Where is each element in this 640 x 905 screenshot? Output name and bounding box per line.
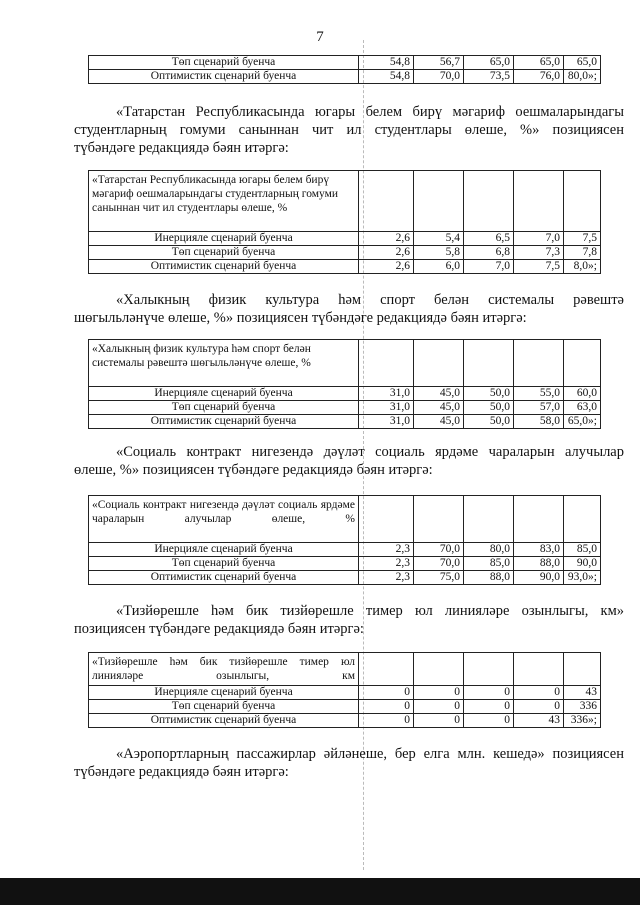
row-label: Инерцияле сценарий буенча (89, 387, 359, 401)
cell: 0 (414, 700, 464, 714)
table-row (89, 686, 601, 700)
table-header-row (89, 653, 601, 686)
table-row (89, 415, 601, 429)
cell: 31,0 (359, 415, 414, 429)
row-label: Оптимистик сценарий буенча (89, 70, 359, 84)
cell: 65,0»; (564, 415, 601, 429)
row-label: Төп сценарий буенча (89, 557, 359, 571)
table-sports (88, 339, 601, 429)
table-header-row (89, 340, 601, 387)
table-row (89, 571, 601, 585)
cell: 0 (414, 714, 464, 728)
row-label: Оптимистик сценарий буенча (89, 571, 359, 585)
cell: 65,0 (514, 56, 564, 70)
indicator-name: «Социаль контракт нигезендә дәүләт социаль ярдәме чараларын алучылар өлеше, % (89, 496, 359, 543)
cell: 7,3 (514, 246, 564, 260)
table-row (89, 714, 601, 728)
table-row (89, 70, 601, 84)
table-header-row (89, 171, 601, 232)
table-row (89, 557, 601, 571)
cell: 73,5 (464, 70, 514, 84)
cell: 65,0 (564, 56, 601, 70)
cell: 85,0 (564, 543, 601, 557)
paragraph-line: студентларның гомуми саныннан чит ил студентлары өлеше, %» позициясен (74, 122, 624, 138)
paragraph-foreign-students (74, 103, 624, 157)
cell: 0 (514, 686, 564, 700)
table-social-contract (88, 495, 601, 585)
cell: 88,0 (464, 571, 514, 585)
cell: 60,0 (564, 387, 601, 401)
cell: 55,0 (514, 387, 564, 401)
row-label: Оптимистик сценарий буенча (89, 415, 359, 429)
paragraph-line: позициясен түбәндәге редакциядә бәян итәргә: (74, 621, 364, 637)
table-railways (88, 652, 601, 728)
cell: 6,8 (464, 246, 514, 260)
table-row (89, 543, 601, 557)
cell: 58,0 (514, 415, 564, 429)
cell: 0 (359, 686, 414, 700)
cell: 2,6 (359, 246, 414, 260)
indicator-name: «Тизйөрешле һәм бик тизйөрешле тимер юл линияләре озынлыгы, км (89, 653, 359, 686)
cell: 54,8 (359, 70, 414, 84)
cell: 2,3 (359, 557, 414, 571)
cell: 63,0 (564, 401, 601, 415)
cell: 0 (464, 700, 514, 714)
cell: 2,6 (359, 260, 414, 274)
cell: 31,0 (359, 387, 414, 401)
cell: 56,7 (414, 56, 464, 70)
paragraph-line: өлеше, %» позициясен түбәндәге редакциядә бәян итәргә: (74, 462, 433, 478)
table-row (89, 700, 601, 714)
cell: 43 (514, 714, 564, 728)
cell: 5,8 (414, 246, 464, 260)
row-label: Оптимистик сценарий буенча (89, 714, 359, 728)
cell: 45,0 (414, 415, 464, 429)
cell: 0 (464, 686, 514, 700)
paragraph-railways (74, 602, 624, 638)
cell: 6,0 (414, 260, 464, 274)
cell: 336 (564, 700, 601, 714)
row-label: Инерцияле сценарий буенча (89, 543, 359, 557)
cell: 76,0 (514, 70, 564, 84)
paragraph-line: «Аэропортларның пассажирлар әйләнеше, бер елга млн. кешедә» позициясен (116, 746, 624, 762)
cell: 45,0 (414, 401, 464, 415)
cell: 54,8 (359, 56, 414, 70)
cell: 70,0 (414, 557, 464, 571)
paragraph-line: шөгыльләнүче өлеше, %» позициясен түбәндәге редакциядә бәян итәргә: (74, 310, 527, 326)
row-label: Төп сценарий буенча (89, 401, 359, 415)
table-foreign-students (88, 170, 601, 274)
table-row (89, 260, 601, 274)
row-label: Төп сценарий буенча (89, 246, 359, 260)
paragraph-line: «Социаль контракт нигезендә дәүләт социаль ярдәме чараларын алучылар (116, 444, 624, 460)
cell: 50,0 (464, 415, 514, 429)
cell: 0 (464, 714, 514, 728)
cell: 70,0 (414, 70, 464, 84)
cell: 83,0 (514, 543, 564, 557)
cell: 45,0 (414, 387, 464, 401)
cell: 75,0 (414, 571, 464, 585)
cell: 90,0 (564, 557, 601, 571)
paragraph-line: «Татарстан Республикасында югары белем бирү мәгариф оешмаларындагы (116, 104, 624, 120)
cell: 7,0 (514, 232, 564, 246)
paragraph-social-contract (74, 443, 624, 479)
cell: 0 (514, 700, 564, 714)
cell: 43 (564, 686, 601, 700)
table-continuation (88, 55, 601, 84)
table-header-row (89, 496, 601, 543)
cell: 0 (414, 686, 464, 700)
cell: 6,5 (464, 232, 514, 246)
table-row (89, 232, 601, 246)
cell: 7,8 (564, 246, 601, 260)
cell: 7,5 (564, 232, 601, 246)
row-label: Инерцияле сценарий буенча (89, 686, 359, 700)
indicator-name: «Халыкның физик культура һәм спорт белән системалы рәвештә шөгыльләнүче өлеше, % (89, 340, 359, 387)
row-label: Төп сценарий буенча (89, 56, 359, 70)
cell: 31,0 (359, 401, 414, 415)
cell: 80,0»; (564, 70, 601, 84)
paragraph-line: «Тизйөрешле һәм бик тизйөрешле тимер юл линияләре озынлыгы, км» (116, 603, 624, 619)
row-label: Төп сценарий буенча (89, 700, 359, 714)
cell: 50,0 (464, 401, 514, 415)
cell: 57,0 (514, 401, 564, 415)
paragraph-sports (74, 291, 624, 327)
table-row (89, 246, 601, 260)
cell: 88,0 (514, 557, 564, 571)
cell: 85,0 (464, 557, 514, 571)
cell: 0 (359, 700, 414, 714)
cell: 8,0»; (564, 260, 601, 274)
cell: 90,0 (514, 571, 564, 585)
cell: 65,0 (464, 56, 514, 70)
cell: 0 (359, 714, 414, 728)
cell: 80,0 (464, 543, 514, 557)
cell: 7,0 (464, 260, 514, 274)
cell: 50,0 (464, 387, 514, 401)
cell: 70,0 (414, 543, 464, 557)
table-row (89, 56, 601, 70)
cell: 2,3 (359, 571, 414, 585)
row-label: Оптимистик сценарий буенча (89, 260, 359, 274)
paragraph-line: «Халыкның физик культура һәм спорт белән системалы рәвештә (116, 292, 624, 308)
paragraph-airports (74, 745, 624, 781)
indicator-name: «Татарстан Республикасында югары белем бирү мәгариф оешмаларындагы студентларның гомуми саныннан чит ил студентлары өлеше, % (89, 171, 359, 232)
paragraph-line: түбәндәге редакциядә бәян итәргә: (74, 140, 289, 156)
cell: 5,4 (414, 232, 464, 246)
cell: 2,6 (359, 232, 414, 246)
cell: 2,3 (359, 543, 414, 557)
table-row (89, 387, 601, 401)
cell: 93,0»; (564, 571, 601, 585)
row-label: Инерцияле сценарий буенча (89, 232, 359, 246)
page-number: 7 (316, 29, 324, 45)
paragraph-line: түбәндәге редакциядә бәян итәргә: (74, 764, 289, 780)
cell: 336»; (564, 714, 601, 728)
table-row (89, 401, 601, 415)
cell: 7,5 (514, 260, 564, 274)
scan-bottom-edge (0, 878, 640, 905)
